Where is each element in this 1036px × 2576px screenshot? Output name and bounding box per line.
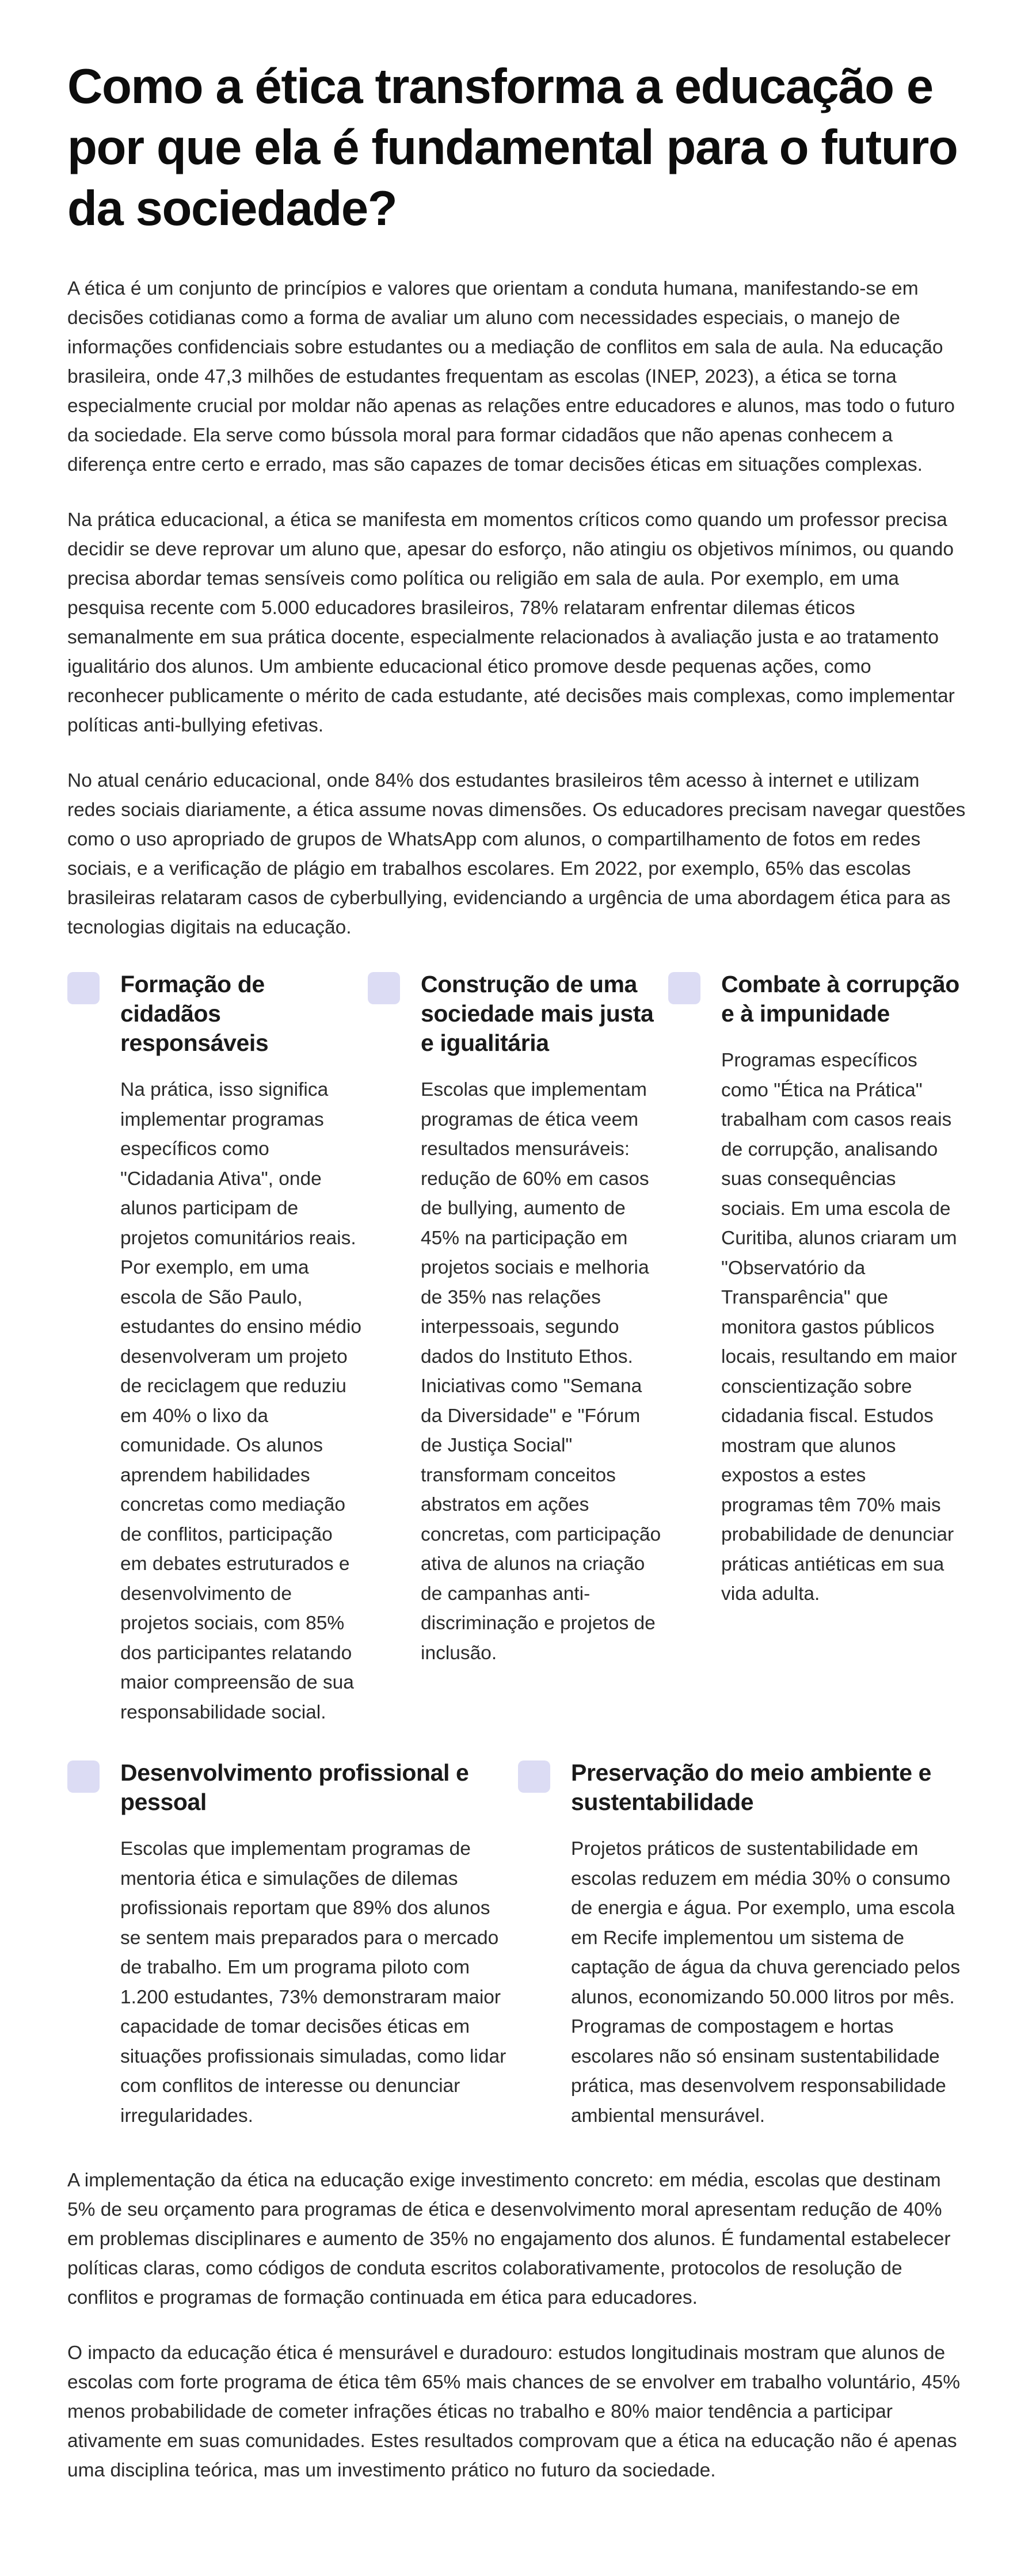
feature-card xyxy=(368,970,668,1758)
feature-card xyxy=(518,1758,969,2166)
square-badge-icon xyxy=(67,1760,100,1793)
feature-title: Formação de cidadãos responsáveis xyxy=(120,971,269,1056)
square-badge-icon xyxy=(668,972,700,1004)
feature-grid-row-2 xyxy=(67,1758,969,2166)
intro-paragraph: A ética é um conjunto de princípios e valores que orientam a conduta humana, manifestando-se em decisões cotidianas como a forma de avaliar um aluno com necessidades especiais, o manejo de informações confidenciais sobre estudantes ou a mediação de conflitos em sala de aula. Na educação brasileira, onde 47,3 milhões de estudantes frequentam as escolas (INEP, 2023), a ética se torna especialmente crucial por moldar não apenas as relações entre educadores e alunos, mas todo o futuro da sociedade. Ela serve como bússola moral para formar cidadãos que não apenas conhecem a diferença entre certo e errado, mas são capazes de tomar decisões éticas em situações complexas. xyxy=(67,278,955,475)
outro-paragraph: O impacto da educação ética é mensurável e duradouro: estudos longitudinais mostram que alunos de escolas com forte programa de ética têm 65% mais chances de se envolver em trabalho voluntário, 45% menos probabilidade de cometer infrações éticas no trabalho e 80% maior tendência a participar ativamente em suas comunidades. Estes resultados comprovam que a ética na educação não é apenas uma disciplina teórica, mas um investimento prático no futuro da sociedade. xyxy=(67,2342,961,2481)
feature-title: Construção de uma sociedade mais justa e igualitária xyxy=(421,971,654,1056)
outro-paragraph: A implementação da ética na educação exige investimento concreto: em média, escolas que destinam 5% de seu orçamento para programas de ética e desenvolvimento moral apresentam redução de 40% em problemas disciplinares e aumento de 35% no engajamento dos alunos. É fundamental estabelecer políticas claras, como códigos de conduta escritos colaborativamente, protocolos de resolução de conflitos e programas de formação continuada em ética para educadores. xyxy=(67,2170,951,2308)
intro-paragraph: No atual cenário educacional, onde 84% dos estudantes brasileiros têm acesso à internet e utilizam redes sociais diariamente, a ética assume novas dimensões. Os educadores precisam navegar questões como o uso apropriado de grupos de WhatsApp com alunos, o compartilhamento de fotos em redes sociais, e a verificação de plágio em trabalhos escolares. Em 2022, por exemplo, 65% das escolas brasileiras relataram casos de cyberbullying, evidenciando a urgência de uma abordagem ética para as tecnologias digitais na educação. xyxy=(67,770,966,938)
feature-text: Programas específicos como "Ética na Prática" trabalham com casos reais de corrupção, analisando suas consequências sociais. Em uma escola de Curitiba, alunos criaram um "Observatório da Transparência" que monitora gastos públicos locais, resultando em maior conscientização sobre cidadania fiscal. Estudos mostram que alunos expostos a estes programas têm 70% mais probabilidade de denunciar práticas antiéticas em sua vida adulta. xyxy=(721,1050,957,1605)
intro-paragraph: Na prática educacional, a ética se manifesta em momentos críticos como quando um professor precisa decidir se deve reprovar um aluno que, apesar do esforço, não atingiu os objetivos mínimos, ou quando precisa abordar temas sensíveis como política ou religião em sala de aula. Por exemplo, em uma pesquisa recente com 5.000 educadores brasileiros, 78% relataram enfrentar dilemas éticos semanalmente em sua prática docente, especialmente relacionados à avaliação justa e ao tratamento igualitário dos alunos. Um ambiente educacional ético promove desde pequenas ações, como reconhecer publicamente o mérito de cada estudante, até decisões mais complexas, como implementar políticas anti-bullying efetivas. xyxy=(67,509,955,736)
feature-text: Escolas que implementam programas de mentoria ética e simulações de dilemas profissionais reportam que 89% dos alunos se sentem mais preparados para o mercado de trabalho. Em um programa piloto com 1.200 estudantes, 73% demonstraram maior capacidade de tomar decisões éticas em situações profissionais simuladas, como lidar com conflitos de interesse ou denunciar irregularidades. xyxy=(120,1838,506,2127)
outro-section xyxy=(67,2166,969,2485)
square-badge-icon xyxy=(368,972,400,1004)
feature-grid-row-1 xyxy=(67,970,969,1758)
feature-card xyxy=(67,1758,518,2166)
feature-card xyxy=(67,970,368,1758)
feature-text: Escolas que implementam programas de ética veem resultados mensuráveis: redução de 60% em casos de bullying, aumento de 45% na participação em projetos sociais e melhoria de 35% nas relações interpessoais, segundo dados do Instituto Ethos. Iniciativas como "Semana da Diversidade" e "Fórum de Justiça Social" transformam conceitos abstratos em ações concretas, com participação ativa de alunos na criação de campanhas anti-discriminação e projetos de inclusão. xyxy=(421,1079,661,1664)
feature-text: Projetos práticos de sustentabilidade em escolas reduzem em média 30% o consumo de energia e água. Por exemplo, uma escola em Recife implementou um sistema de captação de água da chuva gerenciado pelos alunos, economizando 50.000 litros por mês. Programas de compostagem e hortas escolares não só ensinam sustentabilidade prática, mas desenvolvem responsabilidade ambiental mensurável. xyxy=(571,1838,961,2127)
page-title: Como a ética transforma a educação e por que ela é fundamental para o futuro da sociedade? xyxy=(67,59,958,236)
feature-card xyxy=(668,970,969,1758)
feature-title: Preservação do meio ambiente e sustentabilidade xyxy=(571,1759,932,1815)
intro-section xyxy=(67,274,969,942)
feature-text: Na prática, isso significa implementar programas específicos como "Cidadania Ativa", onde alunos participam de projetos comunitários reais. Por exemplo, em uma escola de São Paulo, estudantes do ensino médio desenvolveram um projeto de reciclagem que reduziu em 40% o lixo da comunidade. Os alunos aprendem habilidades concretas como mediação de conflitos, participação em debates estruturados e desenvolvimento de projetos sociais, com 85% dos participantes relatando maior compreensão de sua responsabilidade social. xyxy=(120,1079,362,1723)
square-badge-icon xyxy=(67,972,100,1004)
square-badge-icon xyxy=(518,1760,550,1793)
feature-title: Desenvolvimento profissional e pessoal xyxy=(120,1759,469,1815)
feature-title: Combate à corrupção e à impunidade xyxy=(721,971,959,1027)
